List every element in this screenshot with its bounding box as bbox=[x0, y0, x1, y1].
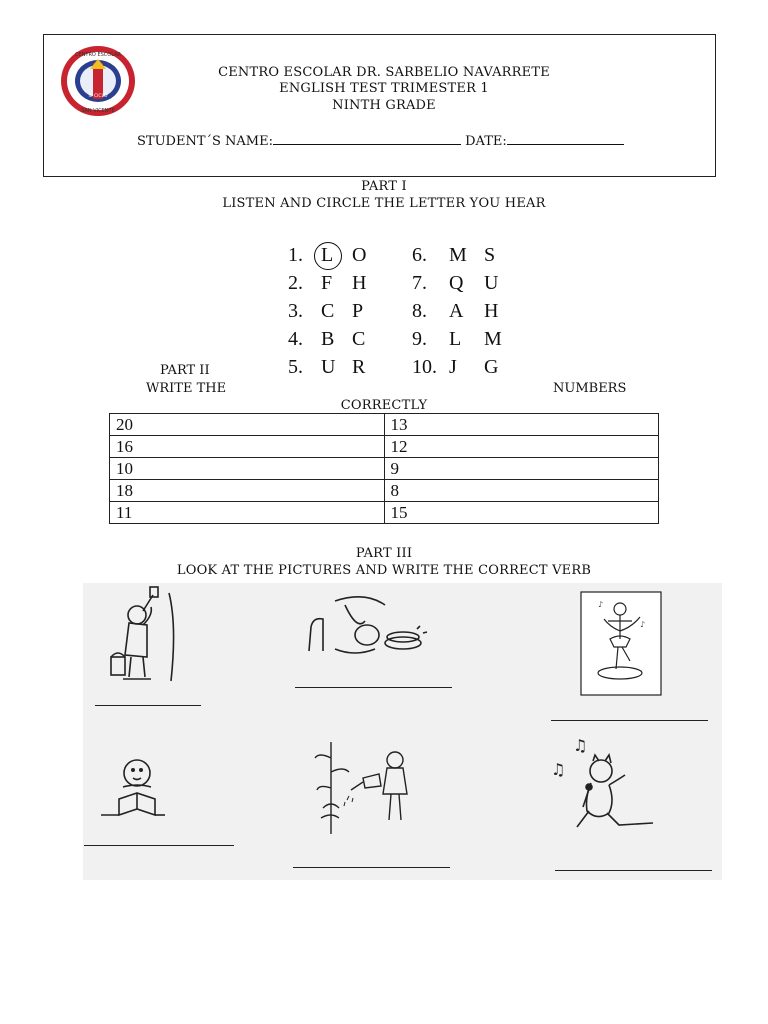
number-cell[interactable]: 10 bbox=[110, 458, 385, 480]
letter-option[interactable]: M bbox=[449, 244, 467, 266]
svg-text:♪: ♪ bbox=[640, 620, 646, 629]
painting-picture bbox=[103, 585, 193, 685]
numbers-table bbox=[109, 413, 659, 524]
letter-option[interactable]: B bbox=[321, 328, 335, 350]
item-number: 3. bbox=[288, 300, 303, 322]
letter-option[interactable]: R bbox=[352, 356, 366, 378]
part3-instruction: LOOK AT THE PICTURES AND WRITE THE CORRECT VERB bbox=[176, 563, 592, 578]
number-cell[interactable]: 9 bbox=[384, 458, 659, 480]
answer-line[interactable] bbox=[295, 687, 452, 688]
item-number: 7. bbox=[412, 272, 427, 294]
number-cell[interactable]: 18 bbox=[110, 480, 385, 502]
letter-option[interactable]: H bbox=[352, 272, 367, 294]
list-item bbox=[288, 328, 528, 356]
letter-option[interactable]: S bbox=[484, 244, 496, 266]
letter-option[interactable]: L bbox=[321, 244, 334, 266]
svg-text:♫: ♫ bbox=[551, 760, 566, 779]
svg-text:III CICLO: III CICLO bbox=[88, 94, 108, 99]
svg-text:SAN VICENTE: SAN VICENTE bbox=[81, 108, 115, 114]
item-number: 9. bbox=[412, 328, 427, 350]
part2-instruction-end: CORRECTLY bbox=[340, 398, 428, 413]
letter-option[interactable]: M bbox=[484, 328, 502, 350]
number-cell[interactable]: 20 bbox=[110, 414, 385, 436]
letter-option[interactable]: U bbox=[484, 272, 499, 294]
watering-plants-picture bbox=[311, 738, 421, 838]
item-number: 5. bbox=[288, 356, 303, 378]
letter-option[interactable]: P bbox=[352, 300, 364, 322]
answer-line[interactable] bbox=[551, 720, 708, 721]
number-cell[interactable]: 13 bbox=[384, 414, 659, 436]
number-cell[interactable]: 16 bbox=[110, 436, 385, 458]
part2-instruction-start: WRITE THE bbox=[146, 381, 227, 396]
table-row bbox=[110, 502, 659, 524]
pictures-panel bbox=[83, 583, 722, 880]
letter-option[interactable]: G bbox=[484, 356, 499, 378]
reading-picture bbox=[99, 753, 169, 823]
letter-option[interactable]: U bbox=[321, 356, 336, 378]
test-title: ENGLISH TEST TRIMESTER 1 bbox=[279, 81, 489, 96]
date-blank[interactable] bbox=[507, 132, 624, 145]
list-item bbox=[288, 356, 528, 384]
washing-dishes-picture bbox=[305, 591, 435, 661]
list-item bbox=[288, 272, 528, 300]
item-number: 1. bbox=[288, 244, 303, 266]
answer-line[interactable] bbox=[293, 867, 450, 868]
table-row bbox=[110, 414, 659, 436]
item-number: 10. bbox=[412, 356, 437, 378]
letter-option[interactable]: O bbox=[352, 244, 367, 266]
letter-option[interactable]: C bbox=[352, 328, 366, 350]
svg-text:CENTRO ESCOLAR: CENTRO ESCOLAR bbox=[75, 52, 121, 58]
list-item bbox=[288, 300, 528, 328]
number-cell[interactable]: 15 bbox=[384, 502, 659, 524]
letter-option[interactable]: C bbox=[321, 300, 335, 322]
svg-text:♪: ♪ bbox=[598, 600, 604, 609]
student-name-label: STUDENT´S NAME: bbox=[137, 134, 273, 149]
item-number: 6. bbox=[412, 244, 427, 266]
item-number: 2. bbox=[288, 272, 303, 294]
item-number: 8. bbox=[412, 300, 427, 322]
student-info-line bbox=[137, 132, 624, 149]
letter-list bbox=[288, 244, 528, 384]
letter-option[interactable]: H bbox=[484, 300, 499, 322]
table-row bbox=[110, 436, 659, 458]
letter-option[interactable]: F bbox=[321, 272, 333, 294]
student-name-blank[interactable] bbox=[273, 132, 461, 145]
item-number: 4. bbox=[288, 328, 303, 350]
school-name: CENTRO ESCOLAR DR. SARBELIO NAVARRETE bbox=[218, 65, 550, 80]
letter-option[interactable]: L bbox=[449, 328, 462, 350]
date-label: DATE: bbox=[465, 134, 507, 149]
part3-title: PART III bbox=[355, 546, 413, 561]
letter-option[interactable]: Q bbox=[449, 272, 464, 294]
number-cell[interactable]: 8 bbox=[384, 480, 659, 502]
letter-option[interactable]: J bbox=[449, 356, 457, 378]
part2-title: PART II bbox=[160, 363, 210, 378]
answer-line[interactable] bbox=[84, 845, 234, 846]
dancing-picture bbox=[580, 591, 662, 696]
letter-option[interactable]: A bbox=[449, 300, 464, 322]
part1-instruction: LISTEN AND CIRCLE THE LETTER YOU HEAR bbox=[222, 196, 546, 211]
answer-line[interactable] bbox=[95, 705, 201, 706]
singing-picture bbox=[549, 735, 659, 835]
part1-title: PART I bbox=[361, 179, 407, 194]
table-row bbox=[110, 480, 659, 502]
answer-line[interactable] bbox=[555, 870, 712, 871]
svg-text:♫: ♫ bbox=[573, 736, 588, 755]
list-item bbox=[288, 244, 528, 272]
grade-label: NINTH GRADE bbox=[332, 98, 436, 113]
number-cell[interactable]: 11 bbox=[110, 502, 385, 524]
table-row bbox=[110, 458, 659, 480]
number-cell[interactable]: 12 bbox=[384, 436, 659, 458]
part2-instruction-mid: NUMBERS bbox=[553, 381, 627, 396]
